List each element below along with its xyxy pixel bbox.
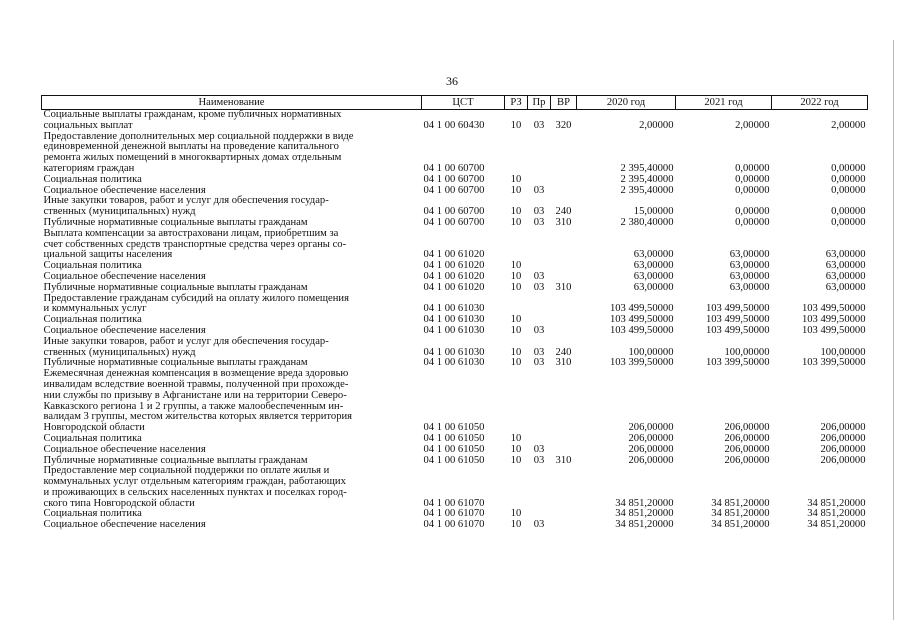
cell-rz: 10 [510, 173, 522, 185]
cell-cst: 04 1 00 61070 [423, 519, 485, 531]
cell-y2022: 0,00000 [831, 206, 866, 218]
cell-rz: 10 [510, 443, 522, 455]
cell-rz: 10 [510, 357, 522, 369]
cell-rz: 10 [510, 260, 522, 272]
cell-y2020: 2 395,40000 [620, 184, 674, 196]
table-row [42, 132, 868, 175]
cell-rz: 10 [510, 216, 522, 228]
cell-name: Социальное обеспечение населения [43, 519, 206, 531]
cell-cst: 04 1 00 61030 [423, 303, 485, 315]
cell-y2022: 34 851,20000 [807, 497, 866, 509]
table-row [42, 294, 868, 316]
cell-name: Выплата компенсации за автостраховани лицам, приобретшим за счет собственных средств транспортные средства через органы со- циальной защиты населения [43, 227, 347, 261]
cell-y2022: 103 499,50000 [801, 303, 866, 315]
cell-pr: 03 [533, 206, 545, 218]
cell-name: Социальная политика [43, 173, 142, 185]
cell-y2022: 206,00000 [820, 422, 866, 434]
cell-cst: 04 1 00 61020 [423, 260, 485, 272]
cell-y2022: 0,00000 [831, 184, 866, 196]
cell-cst: 04 1 00 61030 [423, 324, 485, 336]
cell-vr: 310 [555, 216, 572, 228]
cell-rz: 10 [510, 184, 522, 196]
cell-y2022: 63,00000 [825, 270, 866, 282]
cell-y2022: 206,00000 [820, 454, 866, 466]
cell-pr [528, 229, 551, 261]
cell-vr [551, 175, 577, 186]
cell-name: Публичные нормативные социальные выплаты гражданам [43, 454, 308, 466]
cell-y2022: 103 399,50000 [801, 357, 866, 369]
cell-rz [505, 132, 528, 175]
table-row [42, 445, 868, 456]
cell-rz: 10 [510, 432, 522, 444]
cell-cst: 04 1 00 60700 [423, 173, 485, 185]
cell-pr: 03 [533, 443, 545, 455]
cell-rz: 10 [510, 454, 522, 466]
cell-cst: 04 1 00 61030 [423, 357, 485, 369]
cell-vr [551, 229, 577, 261]
header-rz: РЗ [505, 96, 528, 110]
cell-vr [551, 434, 577, 445]
cell-rz: 10 [510, 270, 522, 282]
cell-cst: 04 1 00 61050 [423, 454, 485, 466]
table-row [42, 110, 868, 132]
cell-pr: 03 [533, 346, 545, 358]
cell-vr [551, 294, 577, 316]
cell-y2020: 103 499,50000 [609, 324, 674, 336]
cell-y2020: 63,00000 [633, 260, 674, 272]
cell-y2022: 0,00000 [831, 162, 866, 174]
header-2022: 2022 год [772, 96, 868, 110]
cell-y2021: 0,00000 [735, 162, 770, 174]
cell-y2020: 63,00000 [633, 270, 674, 282]
cell-pr: 03 [533, 281, 545, 293]
cell-pr: 03 [533, 519, 545, 531]
cell-name: Социальное обеспечение населения [43, 270, 206, 282]
cell-y2020: 15,00000 [633, 206, 674, 218]
cell-pr [528, 466, 551, 509]
cell-rz: 10 [510, 519, 522, 531]
cell-y2021: 206,00000 [724, 432, 770, 444]
cell-pr [528, 294, 551, 316]
cell-cst: 04 1 00 61050 [423, 432, 485, 444]
cell-cst: 04 1 00 60700 [423, 184, 485, 196]
cell-name: Ежемесячная денежная компенсация в возмещение вреда здоровью инвалидам вследствие военной травмы, полученной при прохожде- нии службы по призыву в Афганистане или на территории Северо- Кавказского региона 1 и 2 группы, а также малообеспеченным ин- валидам 3 группы, местом жительства которых является территория Новгородской области [43, 368, 353, 434]
cell-cst: 04 1 00 61020 [423, 270, 485, 282]
cell-y2022: 100,00000 [820, 346, 866, 358]
cell-y2021: 34 851,20000 [711, 519, 770, 531]
cell-name: Социальное обеспечение населения [43, 443, 206, 455]
cell-y2021: 0,00000 [735, 216, 770, 228]
cell-y2020: 206,00000 [628, 432, 674, 444]
cell-pr: 03 [533, 324, 545, 336]
table-row [42, 466, 868, 509]
cell-y2022: 103 499,50000 [801, 314, 866, 326]
cell-y2022: 63,00000 [825, 281, 866, 293]
cell-name: Иные закупки товаров, работ и услуг для обеспечения государ- ственных (муниципальных) нужд [43, 335, 329, 358]
cell-name: Социальная политика [43, 432, 142, 444]
cell-pr: 03 [533, 119, 545, 131]
cell-pr: 03 [533, 357, 545, 369]
cell-cst: 04 1 00 60700 [423, 216, 485, 228]
table-body [42, 110, 868, 532]
cell-vr: 310 [555, 281, 572, 293]
cell-cst: 04 1 00 61030 [423, 314, 485, 326]
cell-y2020: 103 399,50000 [609, 357, 674, 369]
cell-y2021: 2,00000 [735, 119, 770, 131]
cell-y2020: 2 395,40000 [620, 162, 674, 174]
header-name: Наименование [42, 96, 422, 110]
cell-vr: 240 [555, 206, 572, 218]
cell-y2022: 63,00000 [825, 249, 866, 261]
table-row [42, 520, 868, 531]
cell-y2020: 63,00000 [633, 249, 674, 261]
cell-y2021: 63,00000 [729, 281, 770, 293]
cell-y2022: 63,00000 [825, 260, 866, 272]
cell-vr [551, 369, 577, 434]
cell-rz: 10 [510, 281, 522, 293]
cell-cst: 04 1 00 61070 [423, 508, 485, 520]
cell-y2021: 103 399,50000 [705, 357, 770, 369]
cell-rz: 10 [510, 508, 522, 520]
cell-y2021: 63,00000 [729, 249, 770, 261]
table-row [42, 283, 868, 294]
cell-vr: 240 [555, 346, 572, 358]
cell-name: Публичные нормативные социальные выплаты гражданам [43, 216, 308, 228]
cell-y2020: 206,00000 [628, 454, 674, 466]
cell-y2020: 63,00000 [633, 281, 674, 293]
cell-name: Социальная политика [43, 508, 142, 520]
cell-y2022: 103 499,50000 [801, 324, 866, 336]
budget-table [41, 95, 868, 531]
cell-vr [551, 520, 577, 531]
cell-y2020: 34 851,20000 [615, 508, 674, 520]
cell-name: Социальное обеспечение населения [43, 324, 206, 336]
cell-y2021: 206,00000 [724, 443, 770, 455]
cell-rz: 10 [510, 119, 522, 131]
cell-y2021: 0,00000 [735, 184, 770, 196]
cell-y2021: 103 499,50000 [705, 314, 770, 326]
cell-y2020: 2 380,40000 [620, 216, 674, 228]
cell-vr: 310 [555, 357, 572, 369]
cell-cst: 04 1 00 61030 [423, 346, 485, 358]
cell-y2020: 206,00000 [628, 443, 674, 455]
cell-name: Социальные выплаты гражданам, кроме публичных нормативных социальных выплат [43, 109, 342, 131]
cell-y2021: 206,00000 [724, 454, 770, 466]
header-2021: 2021 год [676, 96, 772, 110]
cell-name: Публичные нормативные социальные выплаты гражданам [43, 281, 308, 293]
table-row [42, 175, 868, 186]
table-row [42, 196, 868, 218]
cell-y2022: 206,00000 [820, 443, 866, 455]
cell-y2020: 206,00000 [628, 422, 674, 434]
cell-pr: 03 [533, 270, 545, 282]
cell-pr [528, 175, 551, 186]
table-header-row [42, 96, 868, 110]
cell-cst: 04 1 00 60700 [423, 162, 485, 174]
cell-vr [551, 315, 577, 326]
cell-name: Социальная политика [43, 260, 142, 272]
cell-vr [551, 509, 577, 520]
cell-pr: 03 [533, 454, 545, 466]
header-pr: Пр [528, 96, 551, 110]
cell-y2021: 103 499,50000 [705, 324, 770, 336]
cell-vr [551, 326, 577, 337]
cell-name: Предоставление мер социальной поддержки по оплате жилья и коммунальных услуг отдельным категориям граждан, работающих и проживающих в сельских населенных пунктах и поселках город- ского типа Новгородской области [43, 465, 347, 509]
cell-y2022: 2,00000 [831, 119, 866, 131]
header-cst: ЦСТ [422, 96, 505, 110]
cell-vr [551, 186, 577, 197]
cell-pr: 03 [533, 216, 545, 228]
cell-y2020: 103 499,50000 [609, 303, 674, 315]
cell-y2021: 103 499,50000 [705, 303, 770, 315]
cell-y2021: 63,00000 [729, 270, 770, 282]
cell-rz: 10 [510, 346, 522, 358]
cell-name: Социальное обеспечение населения [43, 184, 206, 196]
cell-cst: 04 1 00 60430 [423, 119, 485, 131]
cell-y2021: 0,00000 [735, 206, 770, 218]
cell-name: Публичные нормативные социальные выплаты гражданам [43, 357, 308, 369]
cell-y2022: 206,00000 [820, 432, 866, 444]
cell-vr [551, 261, 577, 272]
cell-rz [505, 369, 528, 434]
cell-rz: 10 [510, 314, 522, 326]
cell-y2020: 34 851,20000 [615, 519, 674, 531]
cell-y2021: 206,00000 [724, 422, 770, 434]
cell-y2021: 63,00000 [729, 260, 770, 272]
cell-pr: 03 [533, 184, 545, 196]
cell-y2020: 34 851,20000 [615, 497, 674, 509]
table-row [42, 369, 868, 434]
cell-y2020: 100,00000 [628, 346, 674, 358]
cell-rz [505, 229, 528, 261]
cell-name: Предоставление гражданам субсидий на оплату жилого помещения и коммунальных услуг [43, 292, 349, 315]
cell-rz [505, 294, 528, 316]
cell-y2022: 34 851,20000 [807, 508, 866, 520]
cell-y2021: 34 851,20000 [711, 508, 770, 520]
page-number: 36 [446, 74, 458, 88]
cell-vr [551, 132, 577, 175]
header-vr: ВР [551, 96, 577, 110]
cell-y2022: 0,00000 [831, 173, 866, 185]
cell-cst: 04 1 00 61050 [423, 443, 485, 455]
cell-cst: 04 1 00 61020 [423, 281, 485, 293]
cell-rz: 10 [510, 324, 522, 336]
cell-cst: 04 1 00 61070 [423, 497, 485, 509]
cell-y2021: 0,00000 [735, 173, 770, 185]
cell-y2020: 2 395,40000 [620, 173, 674, 185]
cell-vr: 310 [555, 454, 572, 466]
cell-rz: 10 [510, 206, 522, 218]
cell-pr [528, 132, 551, 175]
table-row [42, 229, 868, 261]
cell-y2020: 2,00000 [639, 119, 674, 131]
cell-cst: 04 1 00 61020 [423, 249, 485, 261]
cell-rz [505, 466, 528, 509]
cell-name: Иные закупки товаров, работ и услуг для обеспечения государ- ственных (муниципальных) нужд [43, 195, 329, 218]
cell-name: Социальная политика [43, 314, 142, 326]
cell-y2020: 103 499,50000 [609, 314, 674, 326]
cell-name: Предоставление дополнительных мер социальной поддержки в виде единовременной денежной выплаты на проведение капитального ремонта жилых помещений в многоквартирных домах отдельным категориям граждан [43, 130, 354, 174]
cell-cst: 04 1 00 61050 [423, 422, 485, 434]
cell-pr [528, 369, 551, 434]
cell-y2022: 0,00000 [831, 216, 866, 228]
cell-cst: 04 1 00 60700 [423, 206, 485, 218]
header-2020: 2020 год [577, 96, 676, 110]
cell-vr [551, 466, 577, 509]
cell-vr: 320 [555, 119, 572, 131]
cell-y2021: 34 851,20000 [711, 497, 770, 509]
scan-edge-mark [893, 40, 894, 620]
cell-y2022: 34 851,20000 [807, 519, 866, 531]
cell-y2021: 100,00000 [724, 346, 770, 358]
cell-vr [551, 445, 577, 456]
table-row [42, 337, 868, 359]
